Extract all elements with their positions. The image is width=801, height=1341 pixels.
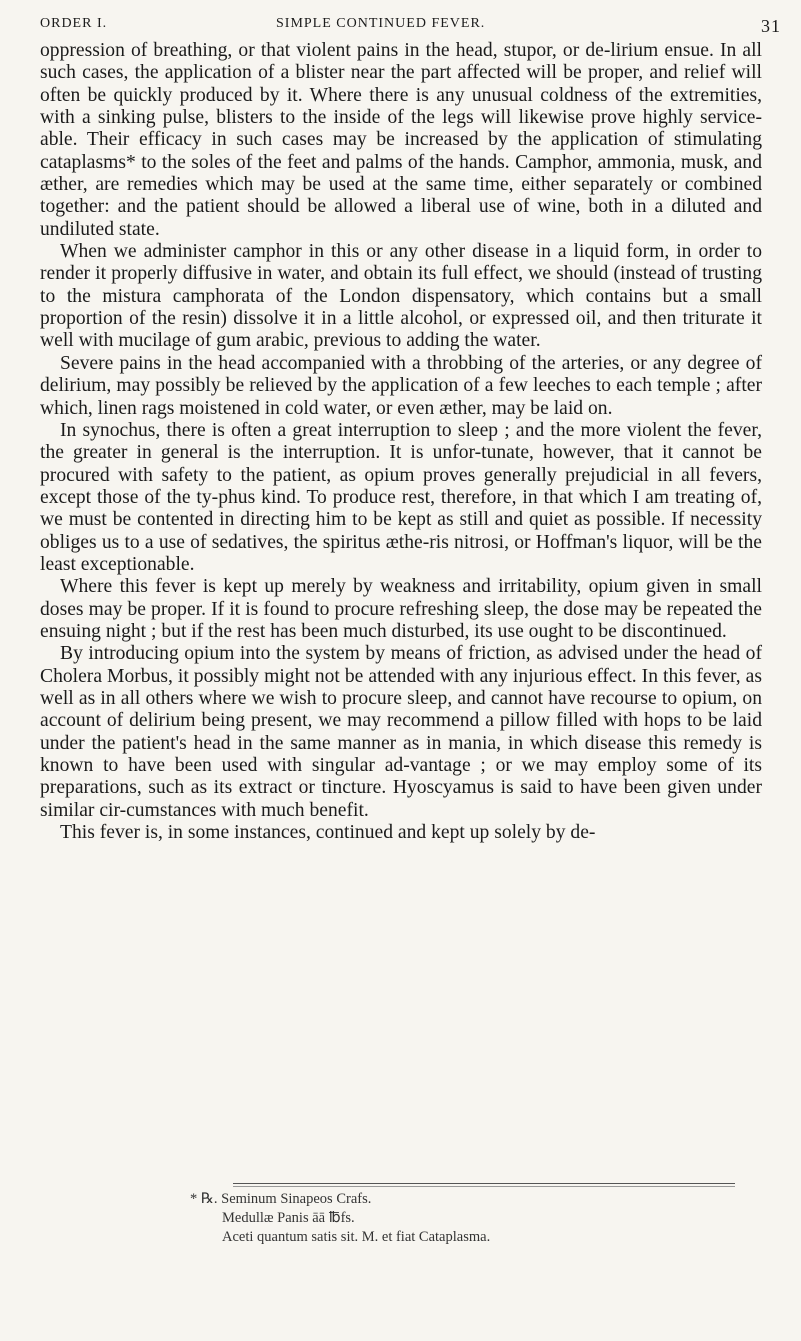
footnote-line: * ℞. Seminum Sinapeos Crafs. <box>190 1191 372 1207</box>
footnote-line: Aceti quantum satis sit. M. et fiat Cataplasma. <box>222 1229 491 1245</box>
paragraph: By introducing opium into the system by means of friction, as advised under the head of Cholera Morbus, it possibly might not be attended with any injurious effect. In this fever, as well as in all others where we wish to procure sleep, and cannot have recourse to opium, on account of delirium being present, we may recommend a pillow filled with hops to be laid under the patient's head in the same manner as in mania, in which disease this remedy is known to have been used with singular ad-vantage ; or we may employ some of its preparations, such as its extract or tincture. Hyoscyamus is said to have been given under similar cir-cumstances with much benefit. <box>40 643 762 821</box>
paragraph: This fever is, in some instances, continued and kept up solely by de- <box>60 822 596 844</box>
paragraph: Severe pains in the head accompanied with a throbbing of the arteries, or any degree of delirium, may possibly be relieved by the application of a few leeches to each temple ; after which, linen rags moistened in cold water, or even æther, may be laid on. <box>40 352 762 419</box>
footnote-line: Medullæ Panis āā ℔fs. <box>222 1210 355 1226</box>
paragraph: In synochus, there is often a great interruption to sleep ; and the more violent the fever, the greater in general is the interruption. It is unfor-tunate, however, that it cannot be procured with safety to the patient, as opium proves generally prejudicial in all fevers, except those of the ty-phus kind. To produce rest, therefore, in that which I am treating of, we must be contented in directing him to be kept as still and quiet as possible. If necessity obliges us to a use of sedatives, the spiritus æthe-ris nitrosi, or Hoffman's liquor, will be the least exceptionable. <box>40 419 762 575</box>
paragraph: oppression of breathing, or that violent pains in the head, stupor, or de-lirium ensue. In all such cases, the application of a blister near the part affected will be proper, and relief will often be quickly produced by it. Where there is any unusual coldness of the extremities, with a sinking pulse, blisters to the inside of the legs will likewise prove highly service-able. Their efficacy in such cases may be increased by the application of stimulating cataplasms* to the soles of the feet and palms of the hands. Camphor, ammonia, musk, and æther, are remedies which may be used at the same time, either separately or combined together: and the patient should be allowed a liberal use of wine, both in a diluted and undiluted state. <box>40 40 762 240</box>
paragraph: When we administer camphor in this or any other disease in a liquid form, in order to render it properly diffusive in water, and obtain its full effect, we should (instead of trusting to the mistura camphorata of the London dispensatory, which contains but a small proportion of the resin) dissolve it in a little alcohol, or expressed oil, and then triturate it well with mucilage of gum arabic, previous to adding the water. <box>40 241 762 352</box>
header-title: SIMPLE CONTINUED FEVER. <box>276 16 486 31</box>
footnote-rule-thin <box>233 1186 735 1187</box>
paragraph: Where this fever is kept up merely by weakness and irritability, opium given in small doses may be proper. If it is found to procure refreshing sleep, the dose may be repeated the ensuing night ; but if the rest has been much disturbed, its use ought to be discontinued. <box>40 576 762 642</box>
running-header <box>40 16 781 42</box>
footnote-rule <box>233 1183 735 1184</box>
page-number: 31 <box>761 16 781 36</box>
footnote <box>190 1190 750 1247</box>
header-order: ORDER I. <box>40 16 108 31</box>
body-text <box>40 40 762 844</box>
